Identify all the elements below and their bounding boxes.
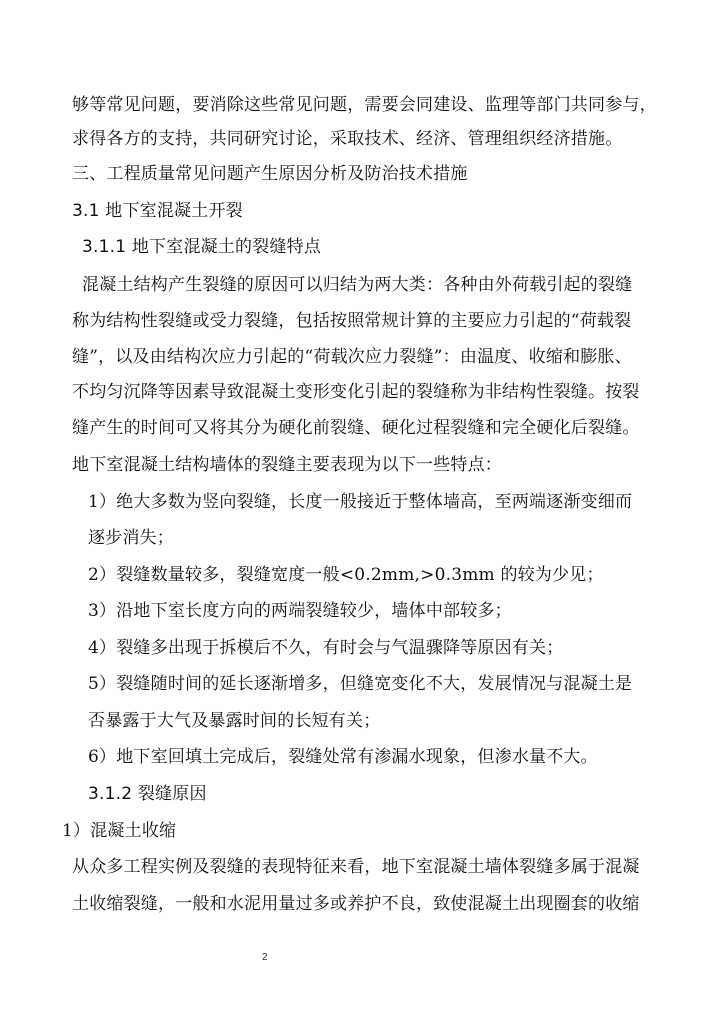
body-text-line: 够等常见问题，要消除这些常见问题，需要会同建设、监理等部门共同参与， — [72, 95, 657, 115]
body-text-line: 称为结构性裂缝或受力裂缝，包括按照常规计算的主要应力引起的“荷载裂 — [72, 311, 632, 331]
subsubsection-heading: 3.1.1 地下室混凝土的裂缝特点 — [82, 237, 322, 257]
subsection-heading: 3.1 地下室混凝土开裂 — [72, 201, 243, 221]
body-text-line: 土收缩裂缝，一般和水泥用量过多或养护不良，致使混凝土出现圈套的收缩 — [72, 894, 640, 914]
body-text-line: 求得各方的支持，共同研究讨论，采取技术、经济、管理组织经济措施。 — [72, 129, 623, 149]
list-item: 6）地下室回填土完成后，裂缝处常有渗漏水现象，但渗水量不大。 — [88, 747, 598, 767]
list-item: 5）裂缝随时间的延长逐渐增多，但缝宽变化不大，发展情况与混凝土是 — [88, 674, 633, 694]
list-item: 2）裂缝数量较多，裂缝宽度一般<0.2mm,>0.3mm 的较为少见； — [88, 565, 604, 585]
section-heading: 三、工程质量常见问题产生原因分析及防治技术措施 — [72, 164, 468, 184]
body-text-line: 地下室混凝土结构墙体的裂缝主要表现为以下一些特点： — [72, 455, 502, 475]
list-item: 3）沿地下室长度方向的两端裂缝较少，墙体中部较多； — [88, 601, 512, 621]
list-item-continuation: 逐步消失； — [88, 528, 174, 548]
subsubsection-heading: 3.1.2 裂缝原因 — [88, 784, 207, 804]
list-item: 1）绝大多数为竖向裂缝，长度一般接近于整体墙高，至两端逐渐变细而 — [88, 492, 633, 512]
body-text-line: 从众多工程实例及裂缝的表现特征来看，地下室混凝土墙体裂缝多属于混凝 — [72, 857, 640, 877]
body-text-line: 缝产生的时间可又将其分为硬化前裂缝、硬化过程裂缝和完全硬化后裂缝。 — [72, 418, 640, 438]
list-item: 4）裂缝多出现于拆模后不久，有时会与气温骤降等原因有关； — [88, 638, 564, 658]
body-text-line: 缝”，以及由结构次应力引起的“荷载次应力裂缝”：由温度、收缩和膨胀、 — [72, 347, 632, 367]
page-number: 2 — [262, 952, 268, 963]
body-text-line: 混凝土结构产生裂缝的原因可以归结为两大类：各种由外荷载引起的裂缝 — [82, 275, 633, 295]
list-item-continuation: 否暴露于大气及暴露时间的长短有关； — [88, 711, 381, 731]
numbered-heading: 1）混凝土收缩 — [62, 821, 177, 841]
body-text-line: 不均匀沉降等因素导致混凝土变形变化引起的裂缝称为非结构性裂缝。按裂 — [72, 382, 640, 402]
